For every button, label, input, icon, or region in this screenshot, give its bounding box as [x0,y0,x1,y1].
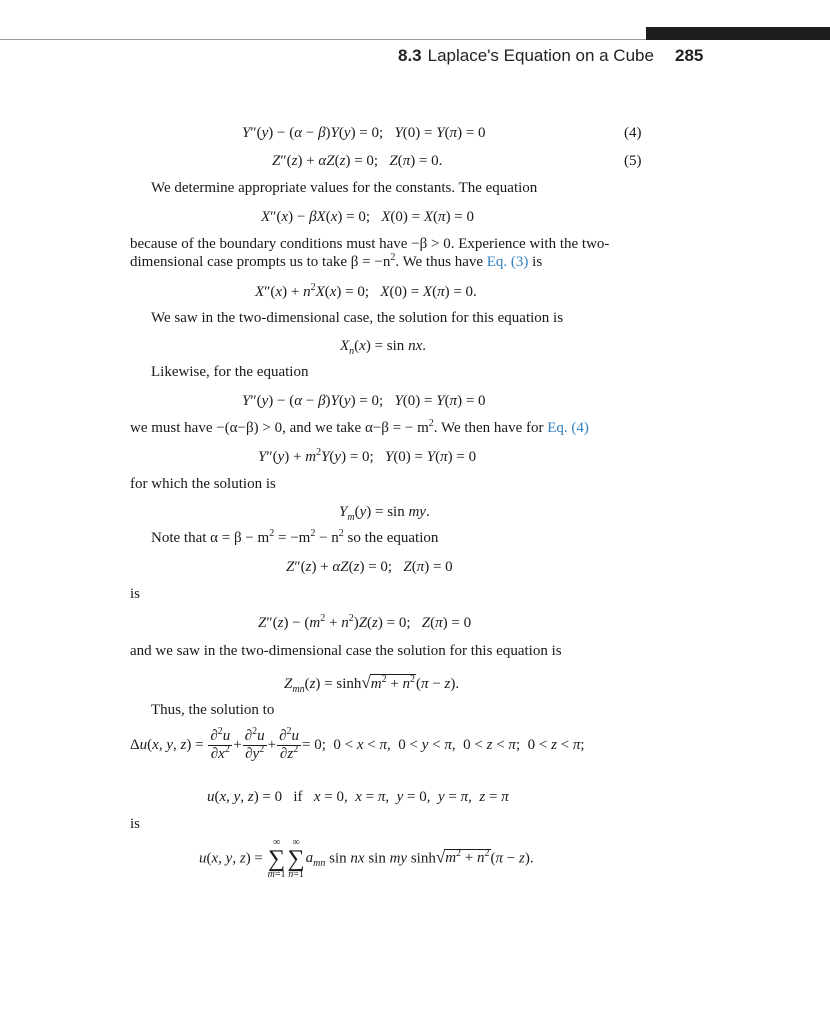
paragraph-determine: We determine appropriate values for the constants. The equation [151,180,538,196]
paragraph-boundary-line2: dimensional case prompts us to take $\beta = -n^2$. We thus have Eq. (3) is [130,252,543,270]
paragraph-saw-2d-b: and we saw in the two-dimensional case the solution for this equation is [130,643,562,659]
running-head [398,46,654,66]
boundary-text-c: is [528,254,543,270]
note-text-c: − n [315,530,339,546]
header-bar [646,27,830,40]
equation-x-specific: $X''(x) + n^2X(x) = 0$; X(0) = X(π) = 0. [255,282,477,300]
equation-5-label: (5) [624,153,642,169]
header-rule [0,39,646,40]
paragraph-saw-2d: We saw in the two-dimensional case, the solution for this equation is [151,310,564,326]
page-number: 285 [675,46,704,65]
equation-laplace-pde: Δu(x, y, z) = $\frac{\partial^2u}{\partial x^2}$ + $\frac{\partial^2u}{\partial y^2}$ + $\frac{\partial^2u}{\partial z^2}$ = 0; 0 < x < π, 0 < y < π, 0 < z < π; 0 < z < π; [130,726,585,762]
paragraph-is-2: is [130,816,141,832]
equation-5: Z″(z) + αZ(z) = 0; Z(π) = 0. [272,153,443,169]
link-eq-3[interactable]: Eq. (3) [486,254,529,270]
equation-y-general: Y″(y) − (α − β)Y(y) = 0; Y(0) = Y(π) = 0 [242,393,486,409]
note-text-d: so the equation [343,530,439,546]
boundary-text-b: . We thus have [395,254,487,270]
section-title: Laplace's Equation on a Cube [427,46,654,65]
paragraph-must-have: we must have −(α−β) > 0, and we take α−β = − $m^2$. We then have for Eq. (4) [130,418,589,436]
equation-z-general: Z″(z) + αZ(z) = 0; Z(π) = 0 [286,559,453,575]
equation-xn-solution: $X_n(x) = \sin$ nx. [340,338,426,357]
paragraph-note: Note that $\alpha = \beta - m^2 = -m^2 - n^2$ so the equation [151,528,439,546]
paragraph-boundary-line1: because of the boundary conditions must have −β > 0. Experience with the two- [130,236,610,252]
note-text-a: Note that α = β − m [151,530,270,546]
equation-x-general: X″(x) − βX(x) = 0; X(0) = X(π) = 0 [261,209,475,225]
must-have-text-a: we must have −(α−β) > 0, and we take α−β = − m [130,420,429,436]
equation-boundary-conditions: u(x, y, z) = 0 if x = 0, x = π, y = 0, y = π, z = π [207,789,509,805]
equation-ym-solution: $Y_m(y) = \sin$ my. [339,504,430,523]
equation-z-specific: $Z''(z) - (m^2 + n^2)Z(z) = 0$; Z(π) = 0 [258,613,472,631]
must-have-text-b: . We then have for [433,420,548,436]
equation-y-specific: $Y''(y) + m^2Y(y) = 0$; Y(0) = Y(π) = 0 [258,447,477,465]
paragraph-is-1: is [130,586,141,602]
equation-4-label: (4) [624,125,642,141]
equation-final-solution: u(x, y, z) = ∞ ∑ m=1 ∞ ∑ n=1 $a_{mn}$ sin nx sin my $\sinh√m^2 + n^2(\pi - z)$. [199,837,534,880]
equation-4: Y″(y) − (α − β)Y(y) = 0; Y(0) = Y(π) = 0 [242,125,486,141]
paragraph-for-which: for which the solution is [130,476,276,492]
note-text-b: = −m [274,530,311,546]
section-number: 8.3 [398,46,422,65]
paragraph-thus: Thus, the solution to [151,702,275,718]
boundary-text-a: dimensional case prompts us to take β = −n [130,254,391,270]
paragraph-likewise: Likewise, for the equation [151,364,309,380]
equation-zmn-solution: $Z_{mn}(z) = \sinh√m^2 + n^2(\pi - z)$. [284,673,460,695]
link-eq-4[interactable]: Eq. (4) [547,420,589,436]
